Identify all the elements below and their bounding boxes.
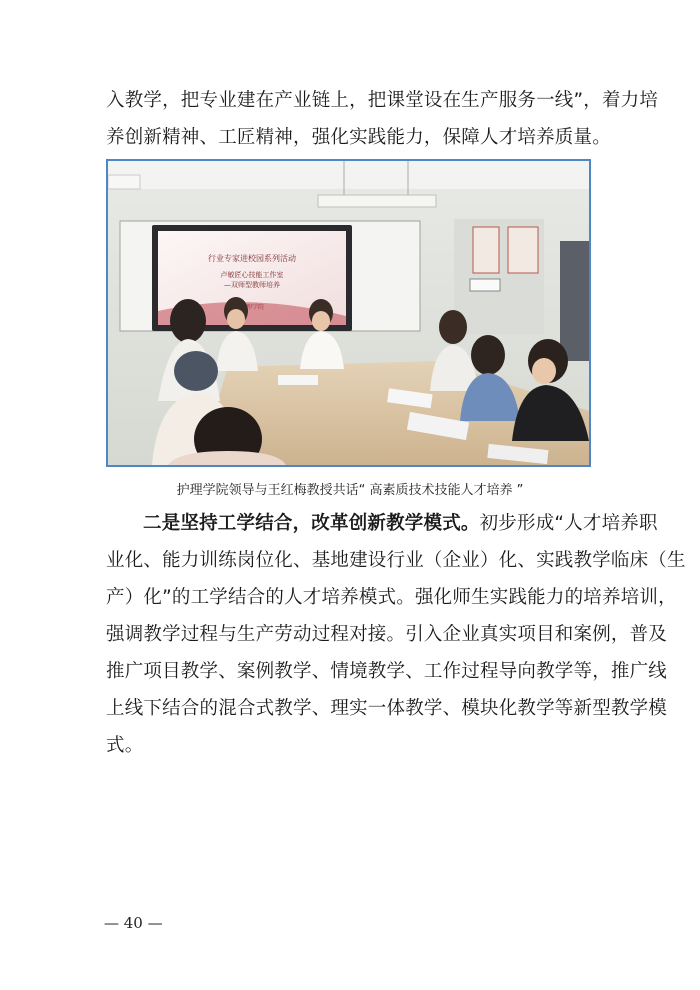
meeting-photo [106,159,591,467]
paragraph-intro [106,82,659,156]
text-line [106,505,658,542]
lead-rest: 初步形成“人才培养职 [479,513,658,534]
text-line: 推广项目教学、案例教学、情境教学、工作过程导向教学等，推广线 [106,661,668,682]
photo-caption: 护理学院领导与王红梅教授共话“ 高素质技术技能人才培养 ” [176,483,524,498]
page-number: — 40 — [104,914,163,932]
text-line: 业化、能力训练岗位化、基地建设行业（企业）化、实践教学临床（生 [106,550,686,571]
section-lead: 二是坚持工学结合，改革创新教学模式。 [143,513,480,534]
text-line: 式。 [106,735,144,756]
screen-subtitle-2: —双师型教师培养 [224,281,280,289]
text-line: 养创新精神、工匠精神，强化实践能力，保障人才培养质量。 [106,127,611,148]
text-line: 强调教学过程与生产劳动过程对接。引入企业真实项目和案例，普及 [106,624,668,645]
screen-title: 行业专家进校园系列活动 [208,254,296,263]
paragraph-main [106,505,686,764]
text-line: 产）化”的工学结合的人才培养模式。强化师生实践能力的培养培训， [106,587,677,608]
screen-subtitle: 卢敏匠心技能工作室 [220,271,284,279]
text-line: 上线下结合的混合式教学、理实一体教学、模块化教学等新型教学模 [106,698,668,719]
text-line: 入教学，把专业建在产业链上，把课堂设在生产服务一线”，着力培 [106,90,659,111]
